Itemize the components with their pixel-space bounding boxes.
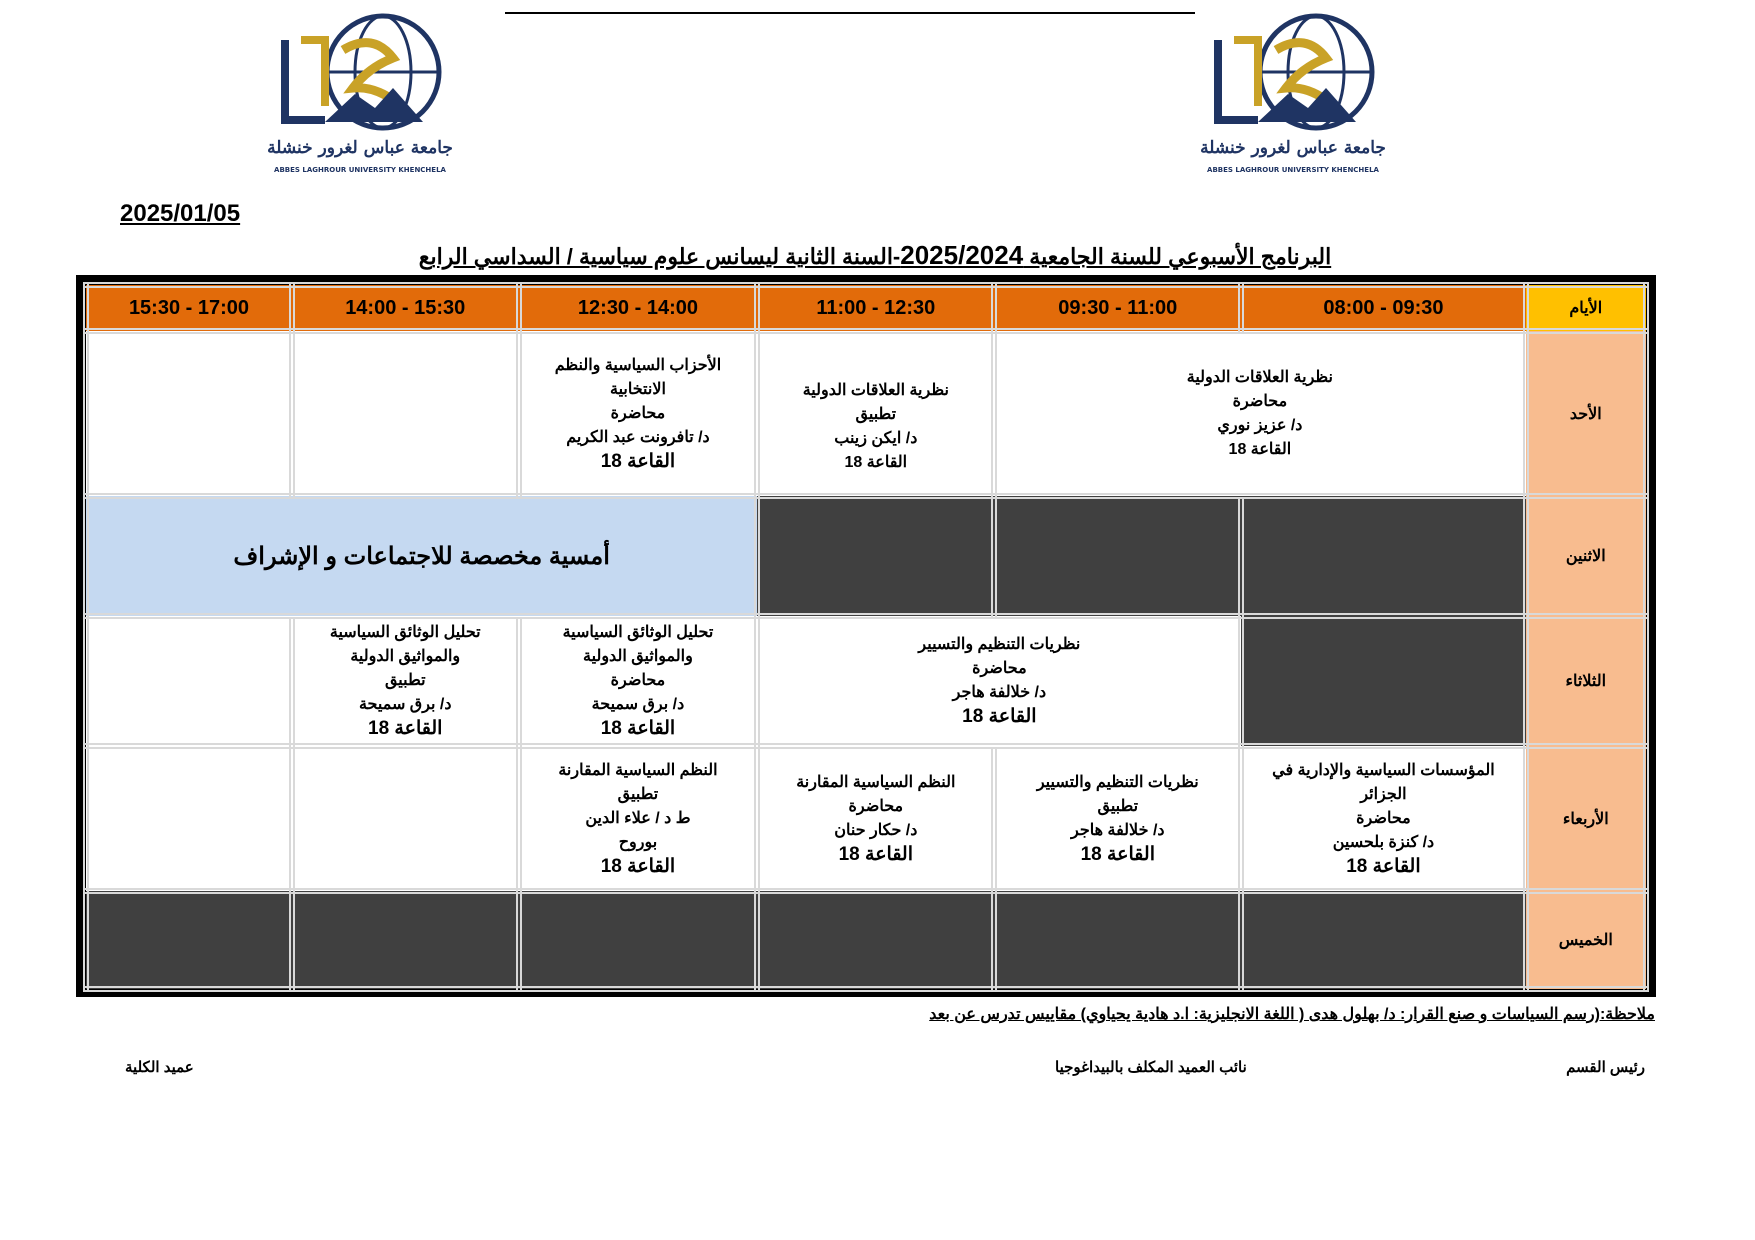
room: القاعة 18 (844, 453, 908, 471)
session-type: تطبيق (384, 672, 426, 689)
unavailable-cell (994, 496, 1241, 616)
session-cell (292, 616, 519, 746)
instructor: ط د / علاء الدين (585, 809, 691, 827)
course-name-cont: الانتخابية (609, 380, 666, 398)
row-sunday (86, 331, 1646, 496)
room: القاعة 18 (600, 450, 676, 472)
unavailable-cell (1241, 496, 1525, 616)
empty-cell (292, 331, 519, 496)
course-name: النظم السياسية المقارنة (796, 773, 956, 791)
unavailable-cell (292, 891, 519, 989)
logo-english-name: ABBES LAGHROUR UNIVERSITY KHENCHELA (1207, 166, 1379, 174)
unavailable-cell (1241, 616, 1525, 746)
row-wednesday (86, 746, 1646, 891)
instructor: د/ تافرونت عبد الكريم (566, 428, 710, 446)
day-label: الثلاثاء (1526, 616, 1646, 746)
slot-header: 14:00 - 15:30 (292, 285, 519, 331)
title-part2: -السنة الثانية ليسانس علوم سياسية / السداسي الرابع (418, 244, 901, 269)
day-label: الأربعاء (1526, 746, 1646, 891)
instructor: د/ عزيز نوري (1217, 416, 1303, 434)
session-cell (519, 331, 758, 496)
session-type: محاضرة (972, 660, 1027, 677)
meetings-note: أمسية مخصصة للاجتماعات و الإشراف (86, 496, 757, 616)
room: القاعة 18 (368, 718, 443, 739)
room: القاعة 18 (1080, 843, 1155, 865)
title-part1: البرنامج الأسبوعي للسنة الجامعية (1023, 244, 1332, 269)
schedule-table-frame (76, 275, 1656, 997)
session-cell (757, 331, 994, 496)
signature-department-head: رئيس القسم (1566, 1059, 1645, 1076)
unavailable-cell (757, 891, 994, 989)
row-monday (86, 496, 1646, 616)
slot-header: 08:00 - 09:30 (1241, 285, 1525, 331)
slot-header: 12:30 - 14:00 (519, 285, 758, 331)
session-cell (519, 616, 758, 746)
room: القاعة 18 (1228, 440, 1292, 458)
university-logo-right (1198, 10, 1388, 180)
course-name: المؤسسات السياسية والإدارية في (1272, 761, 1495, 779)
day-label: الخميس (1526, 891, 1646, 989)
instructor: د/ برق سميحة (358, 696, 452, 713)
course-name: تحليل الوثائق السياسية (562, 624, 714, 641)
empty-cell (292, 746, 519, 891)
instructor: د/ كنزة بلحسين (1332, 833, 1435, 851)
session-cell (519, 746, 758, 891)
day-label: الاثنين (1526, 496, 1646, 616)
empty-cell (86, 616, 292, 746)
slot-header: 09:30 - 11:00 (994, 285, 1241, 331)
course-name-cont: والمواثيق الدولية (350, 648, 461, 665)
room: القاعة 18 (838, 843, 914, 865)
instructor: د/ خلالفة هاجر (1071, 821, 1165, 839)
course-name: الأحزاب السياسية والنظم (554, 356, 722, 374)
room: القاعة 18 (600, 718, 676, 739)
instructor: د/ برق سميحة (591, 696, 685, 713)
slot-header: 11:00 - 12:30 (757, 285, 994, 331)
instructor: د/ حكار حنان (834, 821, 918, 839)
page-title (360, 240, 1390, 271)
course-name: نظريات التنظيم والتسيير (918, 636, 1081, 653)
row-thursday (86, 891, 1646, 989)
session-type: محاضرة (610, 672, 666, 689)
unavailable-cell (519, 891, 758, 989)
session-type: محاضرة (610, 404, 666, 422)
signature-dean: عميد الكلية (125, 1059, 194, 1076)
session-type: تطبيق (855, 405, 897, 423)
logo-english-name: ABBES LAGHROUR UNIVERSITY KHENCHELA (274, 166, 446, 174)
instructor: د/ ايكن زينب (834, 429, 918, 447)
instructor-cont: بوروح (618, 833, 658, 851)
room: القاعة 18 (1346, 855, 1421, 877)
day-label: الأحد (1526, 331, 1646, 496)
course-name: تحليل الوثائق السياسية (329, 624, 481, 641)
footnote: ملاحظة:(رسم السياسات و صنع القرار: د/ بهلول هدى ( اللغة الانجليزية: ا.د هادية يحياوي) مقاييس تدرس عن بعد (929, 1006, 1655, 1023)
header-row (86, 285, 1646, 331)
session-cell (1241, 746, 1525, 891)
university-logo-left (265, 10, 455, 180)
logo-emblem-icon (265, 10, 455, 138)
title-year: 2025/2024 (900, 240, 1024, 270)
session-type: تطبيق (617, 785, 659, 803)
top-rule (505, 12, 1195, 14)
course-name: النظم السياسية المقارنة (558, 761, 718, 779)
signature-vice-dean: نائب العميد المكلف بالبيداغوجيا (1055, 1059, 1247, 1076)
course-name-cont: والمواثيق الدولية (583, 648, 693, 665)
slot-header: 15:30 - 17:00 (86, 285, 292, 331)
unavailable-cell (757, 496, 994, 616)
unavailable-cell (86, 891, 292, 989)
empty-cell (86, 746, 292, 891)
session-cell (994, 331, 1525, 496)
unavailable-cell (1241, 891, 1525, 989)
room: القاعة 18 (962, 706, 1037, 727)
logo-arabic-name: جامعة عباس لغرور خنشلة (267, 138, 453, 158)
row-tuesday (86, 616, 1646, 746)
session-type: محاضرة (1356, 809, 1411, 827)
session-cell (994, 746, 1241, 891)
logo-emblem-icon (1198, 10, 1388, 138)
instructor: د/ خلالفة هاجر (952, 684, 1047, 701)
session-type: تطبيق (1097, 797, 1139, 815)
course-name-cont: الجزائر (1360, 785, 1407, 803)
session-type: محاضرة (848, 797, 904, 815)
session-cell (757, 616, 1241, 746)
session-type: محاضرة (1232, 392, 1288, 410)
room: القاعة 18 (600, 855, 676, 877)
session-cell (757, 746, 994, 891)
course-name: نظرية العلاقات الدولية (1186, 368, 1333, 386)
unavailable-cell (994, 891, 1241, 989)
course-name: نظريات التنظيم والتسيير (1036, 773, 1199, 791)
logo-arabic-name: جامعة عباس لغرور خنشلة (1200, 138, 1386, 158)
document-date: 2025/01/05 (120, 200, 241, 227)
schedule-table (83, 282, 1649, 992)
days-header: الأيام (1526, 285, 1646, 331)
course-name: نظرية العلاقات الدولية (802, 381, 949, 399)
empty-cell (86, 331, 292, 496)
